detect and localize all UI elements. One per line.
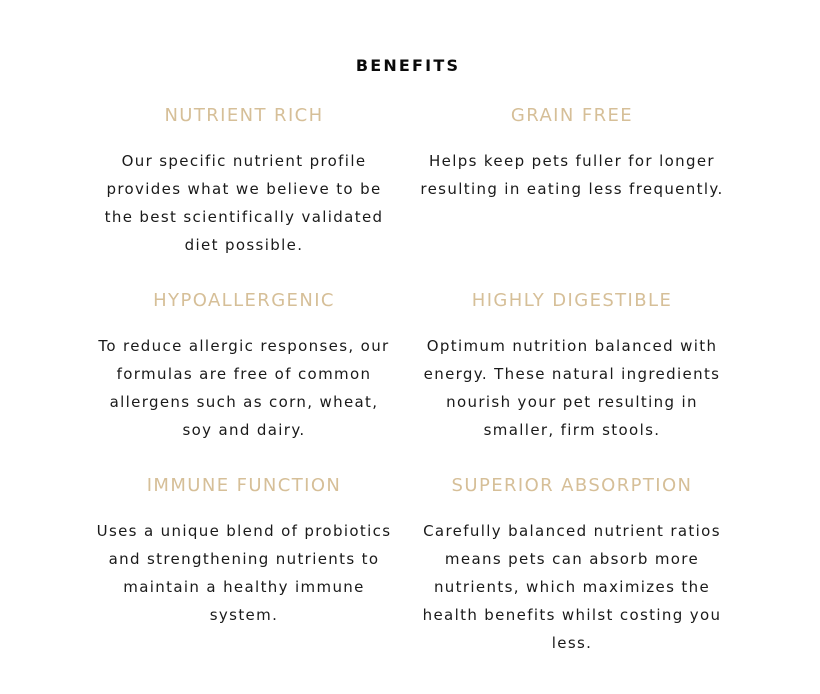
benefit-description: Optimum nutrition balanced with energy. These natural ingredients nourish your pet resulting in smaller, firm stools. [423,337,721,439]
benefit-description: Our specific nutrient profile provides what we believe to be the best scientifically validated diet possible. [104,152,384,254]
benefit-title: SUPERIOR ABSORPTION [451,475,693,496]
benefit-title: IMMUNE FUNCTION [146,475,342,496]
benefit-description: Helps keep pets fuller for longer resulting in eating less frequently. [420,152,724,198]
benefit-grain-free [412,104,732,203]
benefit-description: To reduce allergic responses, our formulas are free of common allergens such as corn, wheat, soy and dairy. [98,337,390,439]
benefit-description: Uses a unique blend of probiotics and strengthening nutrients to maintain a healthy immune system. [96,522,392,624]
benefit-superior-absorption [412,474,732,657]
section-title: BENEFITS [355,56,461,75]
benefit-title: GRAIN FREE [510,105,634,126]
benefit-hypoallergenic [84,289,404,444]
benefit-title: NUTRIENT RICH [164,105,324,126]
benefit-immune-function [84,474,404,629]
benefit-description: Carefully balanced nutrient ratios means pets can absorb more nutrients, which maximizes the health benefits whilst costing you less. [422,522,722,652]
benefit-nutrient-rich [84,104,404,259]
benefit-title: HYPOALLERGENIC [153,290,335,311]
benefit-title: HIGHLY DIGESTIBLE [471,290,673,311]
benefit-highly-digestible [412,289,732,444]
